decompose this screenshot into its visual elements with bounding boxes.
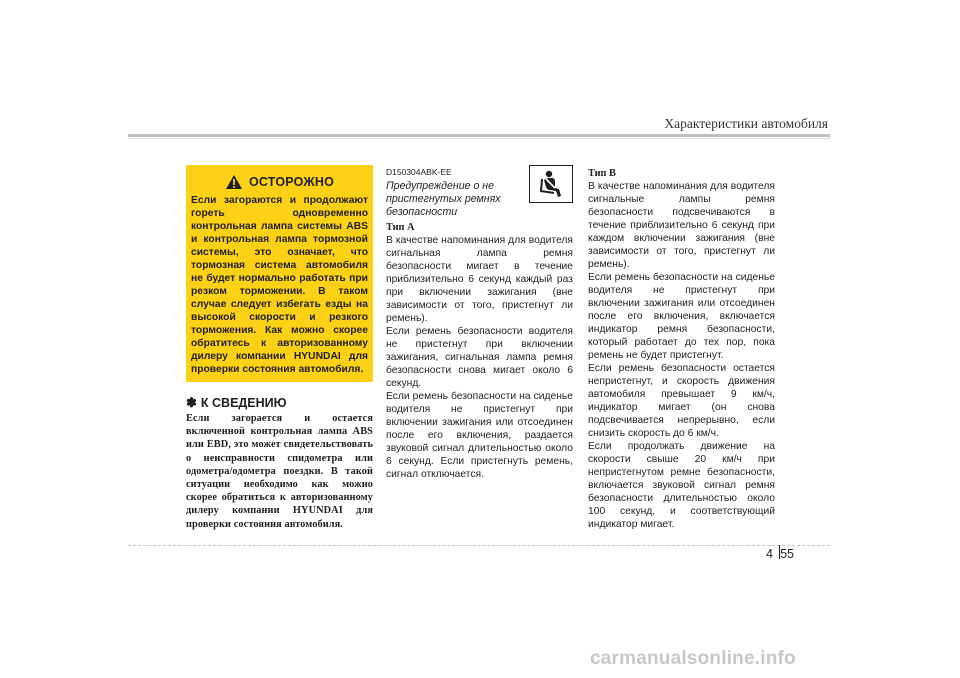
watermark: carmanualsonline.info	[590, 648, 796, 669]
type-a-paragraph: Если ремень безопасности на сиденье водителя не пристегнут при включении зажигания или отсоединен после его включения, раздается звуковой сигнал длительностью около 6 секунд. Если пристегнуть ремень, сигнал отключается.	[386, 391, 573, 480]
note-text: Если загорается и остается включенной контрольная лампа ABS или EBD, это может свидетельствовать о неисправности спидометра или одометра/одометра поездки. В такой ситуации необходимо как можно скорее обратиться к авторизованному дилеру компании HYUNDAI для проверки состояния автомобиля.	[186, 413, 373, 530]
caution-title: ОСТОРОЖНО	[248, 175, 335, 189]
type-b-paragraph: Если продолжать движение на скорости свыше 20 км/ч при непристегнутом ремне безопасности, включается звуковой сигнал ремня безопасности длительностью около 100 секунд, и соответствующий индикатор мигает.	[588, 441, 775, 530]
warning-triangle-icon	[225, 174, 243, 190]
type-b-paragraph: В качестве напоминания для водителя сигнальные лампы ремня безопасности подсвечиваются в течение приблизительно 6 секунд при каждом включении зажигания (вне зависимости от того, пристегнут ли ремень).	[588, 181, 775, 270]
section-code: D150304ABK-EE	[386, 167, 452, 177]
seatbelt-warning-icon	[529, 165, 573, 203]
right-column	[588, 165, 775, 531]
caution-box	[186, 165, 373, 382]
page-header-title: Характеристики автомобиля	[664, 116, 828, 131]
caution-header	[191, 172, 368, 192]
page-number: 55	[780, 547, 794, 561]
section-subtitle: Предупреждение о не пристегнутых ремнях безопасности	[386, 180, 501, 218]
header-rule-thin	[128, 138, 830, 139]
header-rule	[128, 134, 830, 137]
type-b-paragraph: Если ремень безопасности остается непристегнут, и скорость движения автомобиля превышает 9 км/ч, индикатор мигает (он снова подсвечивается непрерывно, если снизить скорость до 6 км/ч.	[588, 363, 775, 439]
caution-text: Если загораются и продолжают гореть одновременно контрольная лампа системы ABS и контрольная лампа тормозной системы, это означает, что тормозная система автомобиля не будет нормально работать при резком торможении. В таком случае следует избегать езды на высокой скорости и резкого торможения. Как можно скорее обратитесь к авторизованному дилеру компании HYUNDAI для проверки состояния автомобиля.	[191, 195, 368, 375]
note-header	[186, 395, 373, 411]
note-star-icon: ✽	[186, 395, 197, 410]
seatbelt-person-icon	[536, 169, 566, 199]
type-b-paragraph: Если ремень безопасности на сиденье водителя не пристегнут при включении зажигания или отсоединен после его включения, включается индикатор ремня безопасности, который работает до тех пор, пока ремень не будет пристегнут.	[588, 272, 775, 361]
type-a-paragraph: Если ремень безопасности водителя не пристегнут при включении зажигания, сигнальная лампа ремня безопасности снова мигает около 6 секунд.	[386, 326, 573, 389]
type-a-heading: Тип А	[386, 222, 415, 233]
note-title: К СВЕДЕНИЮ	[200, 396, 287, 410]
middle-column	[386, 165, 573, 481]
type-b-heading: Тип B	[588, 168, 616, 179]
footer-divider	[128, 545, 830, 546]
left-column	[186, 165, 373, 531]
section-number: 4	[766, 547, 773, 561]
type-a-paragraph: В качестве напоминания для водителя сигнальная лампа ремня безопасности мигает в течение приблизительно 6 секунд каждый раз при включении зажигания (вне зависимости от того, пристегнут ли ремень).	[386, 235, 573, 324]
